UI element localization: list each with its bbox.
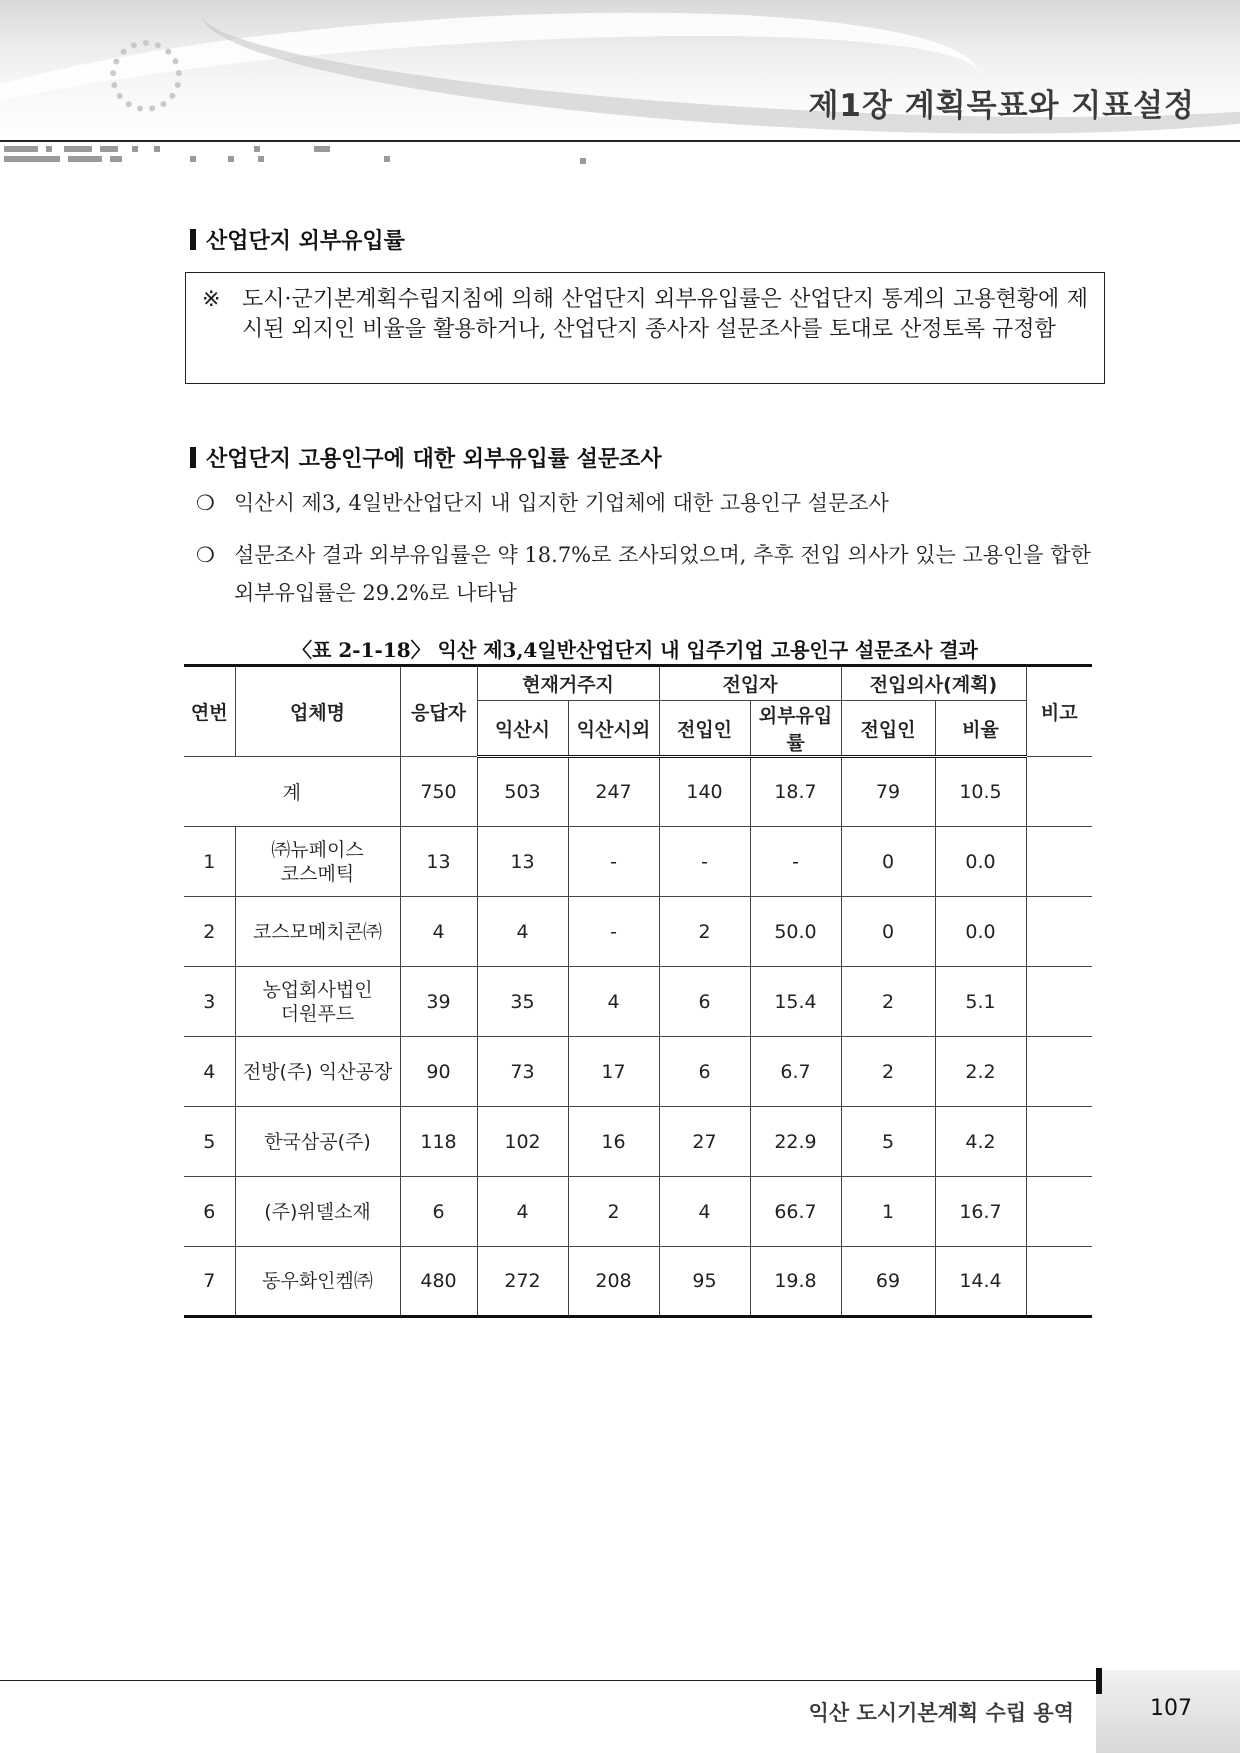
cell-company: ㈜뉴페이스 코스메틱 [235, 827, 400, 897]
cell-outside: 4 [568, 967, 659, 1037]
cell-ratio: 5.1 [935, 967, 1026, 1037]
cell-rate: 66.7 [750, 1177, 841, 1247]
cell-moved: 95 [659, 1247, 750, 1317]
col-header-moved-people: 전입인 [659, 701, 750, 757]
cell-ratio: 0.0 [935, 827, 1026, 897]
guideline-note-text: 도시·군기본계획수립지침에 의해 산업단지 외부유입률은 산업단지 통계의 고용현황에 제시된 외지인 비율을 활용하거나, 산업단지 종사자 설문조사를 토대로 산정토록 규정함 [242, 287, 1088, 342]
flower-ornament-icon [110, 40, 182, 112]
cell-rate: 18.7 [750, 757, 841, 827]
cell-plan: 2 [841, 967, 935, 1037]
cell-plan: 69 [841, 1247, 935, 1317]
cell-moved: 4 [659, 1177, 750, 1247]
cell-company: 동우화인켐㈜ [235, 1247, 400, 1317]
cell-no: 5 [184, 1107, 235, 1177]
table-header-row [184, 666, 1092, 701]
cell-iksan: 102 [477, 1107, 568, 1177]
cell-iksan: 272 [477, 1247, 568, 1317]
table-total-row [184, 757, 1092, 827]
section-heading-inflow-rate: 산업단지 외부유입률 [190, 224, 405, 255]
col-header-plan: 전입의사(계획) [841, 666, 1026, 701]
footer-title: 익산 도시기본계획 수립 용역 [808, 1701, 1074, 1725]
survey-results-table [184, 664, 1092, 1318]
cell-plan: 5 [841, 1107, 935, 1177]
cell-plan: 0 [841, 897, 935, 967]
cell-respondents: 750 [400, 757, 477, 827]
section-heading-survey: 산업단지 고용인구에 대한 외부유입률 설문조사 [190, 442, 662, 473]
col-header-iksan: 익산시 [477, 701, 568, 757]
cell-iksan: 503 [477, 757, 568, 827]
cell-plan: 79 [841, 757, 935, 827]
cell-ratio: 14.4 [935, 1247, 1026, 1317]
table-row [184, 827, 1092, 897]
cell-remark [1026, 1177, 1092, 1247]
table-row [184, 1037, 1092, 1107]
cell-company: 전방(주) 익산공장 [235, 1037, 400, 1107]
cell-remark [1026, 1037, 1092, 1107]
bullet-item [196, 536, 1111, 612]
cell-outside: 247 [568, 757, 659, 827]
bullet-circle-icon: ❍ [196, 491, 215, 515]
cell-respondents: 90 [400, 1037, 477, 1107]
header-divider [0, 140, 1240, 142]
cell-remark [1026, 967, 1092, 1037]
cell-no: 3 [184, 967, 235, 1037]
col-header-inflow-rate: 외부유입률 [750, 701, 841, 757]
cell-moved: 140 [659, 757, 750, 827]
col-header-remark: 비고 [1026, 666, 1092, 757]
cell-rate: 50.0 [750, 897, 841, 967]
table-row [184, 1107, 1092, 1177]
cell-moved: 6 [659, 1037, 750, 1107]
cell-remark [1026, 1107, 1092, 1177]
cell-company: 농업회사법인 더원푸드 [235, 967, 400, 1037]
cell-outside: 16 [568, 1107, 659, 1177]
cell-iksan: 13 [477, 827, 568, 897]
col-header-plan-ratio: 비율 [935, 701, 1026, 757]
guideline-note-box [185, 272, 1105, 384]
page-number: 107 [1150, 1696, 1192, 1721]
reference-mark-icon: ※ [202, 287, 221, 312]
cell-outside: 208 [568, 1247, 659, 1317]
cell-outside: 17 [568, 1037, 659, 1107]
footer-divider [0, 1680, 1240, 1681]
cell-iksan: 4 [477, 897, 568, 967]
cell-remark [1026, 1247, 1092, 1317]
cell-respondents: 4 [400, 897, 477, 967]
cell-ratio: 2.2 [935, 1037, 1026, 1107]
table-row [184, 1177, 1092, 1247]
col-header-no: 연번 [184, 666, 235, 757]
bullet-item [196, 484, 1111, 522]
col-header-company: 업체명 [235, 666, 400, 757]
cell-rate: 15.4 [750, 967, 841, 1037]
cell-no: 2 [184, 897, 235, 967]
cell-iksan: 73 [477, 1037, 568, 1107]
chapter-title: 제1장 계획목표와 지표설정 [808, 88, 1195, 124]
cell-plan: 2 [841, 1037, 935, 1107]
col-header-residence: 현재거주지 [477, 666, 659, 701]
cell-respondents: 39 [400, 967, 477, 1037]
cell-remark [1026, 757, 1092, 827]
col-header-moved-in: 전입자 [659, 666, 841, 701]
heading-bar-icon [190, 229, 196, 250]
heading-bar-icon [190, 447, 196, 468]
cell-moved: 2 [659, 897, 750, 967]
cell-remark [1026, 827, 1092, 897]
col-header-respondents: 응답자 [400, 666, 477, 757]
table-row [184, 967, 1092, 1037]
cell-moved: 6 [659, 967, 750, 1037]
header-dot-pattern [4, 146, 604, 168]
table-caption: 〈표 2-1-18〉 익산 제3,4일반산업단지 내 입주기업 고용인구 설문조사 결과 [292, 638, 978, 662]
cell-remark [1026, 897, 1092, 967]
cell-no: 6 [184, 1177, 235, 1247]
table-row [184, 897, 1092, 967]
total-label: 계 [184, 757, 400, 827]
cell-ratio: 16.7 [935, 1177, 1026, 1247]
cell-rate: 22.9 [750, 1107, 841, 1177]
cell-company: 한국삼공(주) [235, 1107, 400, 1177]
cell-company: (주)위델소재 [235, 1177, 400, 1247]
cell-plan: 0 [841, 827, 935, 897]
col-header-plan-people: 전입인 [841, 701, 935, 757]
cell-iksan: 35 [477, 967, 568, 1037]
cell-moved: - [659, 827, 750, 897]
table-row [184, 1247, 1092, 1317]
cell-rate: 6.7 [750, 1037, 841, 1107]
cell-respondents: 118 [400, 1107, 477, 1177]
cell-respondents: 6 [400, 1177, 477, 1247]
cell-plan: 1 [841, 1177, 935, 1247]
cell-ratio: 10.5 [935, 757, 1026, 827]
col-header-outside: 익산시외 [568, 701, 659, 757]
cell-ratio: 0.0 [935, 897, 1026, 967]
cell-outside: - [568, 827, 659, 897]
bullet-circle-icon: ❍ [196, 543, 215, 567]
footer-marker-icon [1096, 1668, 1102, 1694]
cell-respondents: 13 [400, 827, 477, 897]
cell-moved: 27 [659, 1107, 750, 1177]
cell-outside: 2 [568, 1177, 659, 1247]
bullet-text: 익산시 제3, 4일반산업단지 내 입지한 기업체에 대한 고용인구 설문조사 [234, 491, 889, 515]
bullet-text: 설문조사 결과 외부유입률은 약 18.7%로 조사되었으며, 추후 전입 의사가 있는 고용인을 합한 외부유입률은 29.2%로 나타남 [234, 543, 1091, 605]
cell-rate: - [750, 827, 841, 897]
cell-no: 4 [184, 1037, 235, 1107]
cell-iksan: 4 [477, 1177, 568, 1247]
cell-company: 코스모메치콘㈜ [235, 897, 400, 967]
cell-no: 1 [184, 827, 235, 897]
cell-respondents: 480 [400, 1247, 477, 1317]
cell-rate: 19.8 [750, 1247, 841, 1317]
cell-ratio: 4.2 [935, 1107, 1026, 1177]
cell-no: 7 [184, 1247, 235, 1317]
cell-outside: - [568, 897, 659, 967]
